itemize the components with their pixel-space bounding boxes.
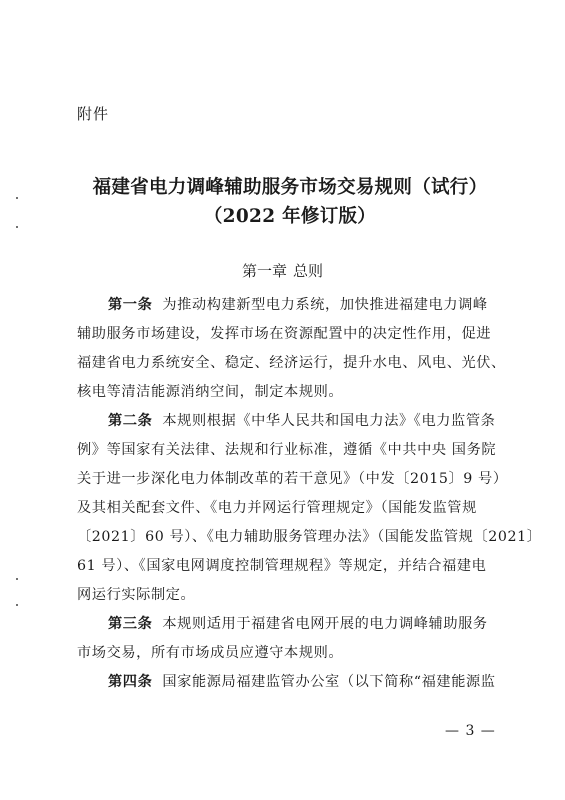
attachment-label: 附件 <box>77 105 110 123</box>
chapter-heading <box>0 260 565 281</box>
article-1-line-1 <box>108 294 488 314</box>
article-text: 为推动构建新型电力系统，加快推进福建电力调峰 <box>162 297 488 313</box>
article-text: 本规则适用于福建省电网开展的电力调峰辅助服务 <box>162 616 488 632</box>
article-label: 第二条 <box>108 413 153 429</box>
page-number: — 3 — <box>445 723 496 739</box>
margin-mark <box>16 604 18 606</box>
chapter-name: 总则 <box>293 262 324 280</box>
article-4-line-1 <box>108 671 496 691</box>
article-label: 第一条 <box>108 297 153 313</box>
article-2-line-1 <box>108 410 495 430</box>
article-label: 第四条 <box>108 674 153 690</box>
chapter-number: 第一章 <box>241 262 287 280</box>
margin-mark <box>16 578 18 580</box>
article-text: 本规则根据《中华人民共和国电力法》《电力监管条 <box>162 413 496 429</box>
article-2-line-5: 〔2021〕60 号）、《电力辅助服务管理办法》（国能发监管规〔2021〕 <box>77 529 542 545</box>
article-1-line-3: 福建省电力系统安全、稳定、经济运行，提升水电、风电、光伏、 <box>77 355 506 371</box>
article-3-line-1 <box>108 613 488 633</box>
document-title: 福建省电力调峰辅助服务市场交易规则（试行） <box>92 177 488 198</box>
article-2-line-2: 例》等国家有关法律、法规和行业标准，遵循《中共中央 国务院 <box>77 442 497 458</box>
article-2-line-4: 及其相关配套文件、《电力并网运行管理规定》（国能发监管规 <box>77 500 477 516</box>
article-text: 国家能源局福建监管办公室（以下简称“福建能源监 <box>162 674 496 690</box>
article-2-line-3: 关于进一步深化电力体制改革的若干意见》（中发〔2015〕9 号） <box>77 471 508 487</box>
article-2-line-6: 61 号）、《国家电网调度控制管理规程》等规定，并结合福建电 <box>77 558 487 574</box>
article-1-line-4: 核电等清洁能源消纳空间，制定本规则。 <box>77 384 344 400</box>
article-1-line-2: 辅助服务市场建设，发挥市场在资源配置中的决定性作用，促进 <box>77 326 492 342</box>
margin-mark <box>16 197 18 199</box>
margin-mark <box>16 226 18 228</box>
document-subtitle: （2022 年修订版） <box>203 206 377 227</box>
article-2-line-7: 网运行实际制定。 <box>77 587 196 603</box>
article-3-line-2: 市场交易，所有市场成员应遵守本规则。 <box>77 645 344 661</box>
article-label: 第三条 <box>108 616 153 632</box>
